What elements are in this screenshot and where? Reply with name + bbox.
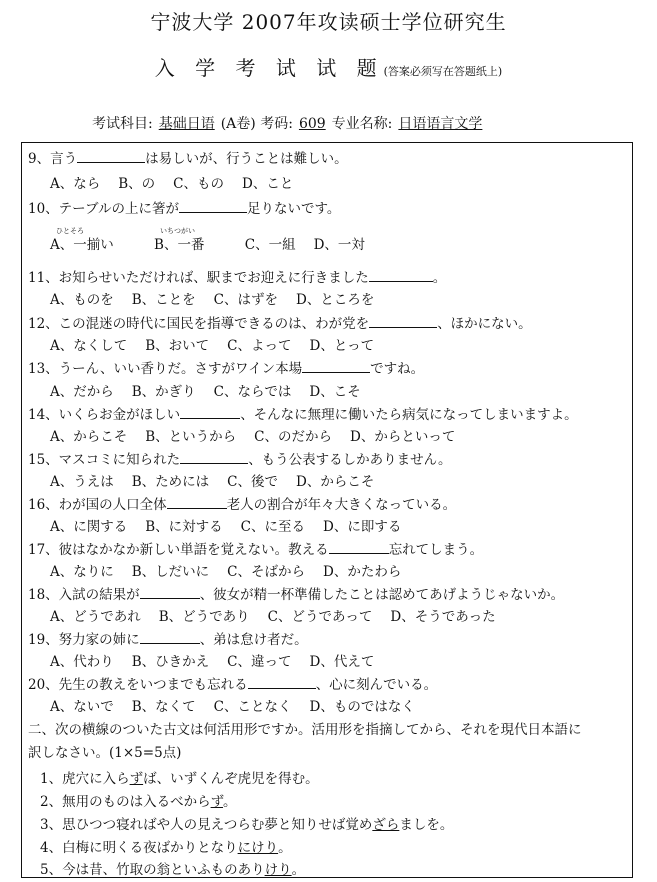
classical-item-3: 3、思ひつつ寝ればや人の見えつらむ夢と知りせば覚めざらましを。 <box>40 817 454 833</box>
question-20: 20、先生の教えをいつまでも忘れる 、心に刻んでいる。 <box>28 677 438 693</box>
section-2-instruction-1: 二、次の横線のついた古文は何活用形ですか。活用形を指摘してから、それを現代日本語に <box>28 722 582 738</box>
question-12: 12、この混迷の時代に国民を指導できるのは、わが党を 、ほかにない。 <box>28 316 532 332</box>
classical-item-1: 1、虎穴に入らずば、いずくんぞ虎児を得む。 <box>40 771 319 787</box>
classical-item-5: 5、今は昔、竹取の翁といふものありけり。 <box>40 862 306 878</box>
subtitle-text: 入 学 考 试 试 题 <box>154 56 384 80</box>
question-14: 14、いくらお金がほしい 、そんなに無理に働いたら病気になってしまいますよ。 <box>28 407 578 423</box>
exam-title: 宁波大学 2007年攻读硕士学位研究生 <box>150 10 507 34</box>
question-10-options: ひとそろ A、一揃い いちつがい B、一番 C、一組 D、一対 <box>50 227 365 253</box>
code-value: 609 <box>298 116 326 132</box>
question-18-options: A、どうであれ B、どうであり C、どうであって D、そうであった <box>50 609 496 625</box>
subtitle-note: (答案必须写在答题纸上) <box>383 65 503 78</box>
paper-label: (A卷) <box>220 116 256 132</box>
question-11: 11、お知らせいただければ、駅までお迎えに行きました 。 <box>28 270 447 286</box>
question-16-options: A、に関する B、に対する C、に至る D、に即する <box>50 519 402 535</box>
question-13: 13、うーん、いい香りだ。さすがワイン本場 ですね。 <box>28 361 425 377</box>
subject-label: 考试科目: <box>92 116 153 132</box>
subject-value: 基础日语 <box>158 116 215 132</box>
question-16: 16、わが国の人口全体 老人の割合が年々大きくなっている。 <box>28 497 457 513</box>
major-label: 专业名称: <box>331 116 393 132</box>
question-12-options: A、なくして B、おいて C、よって D、とって <box>50 338 375 354</box>
question-17: 17、彼はなかなか新しい単語を覚えない。教える 忘れてしまう。 <box>28 542 484 558</box>
question-18: 18、入試の結果が 、彼女が精一杯準備したことは認めてあげようじゃないか。 <box>28 587 565 603</box>
major-value: 日语语言文学 <box>398 116 483 132</box>
question-9: 9、言う は易しいが、行うことは難しい。 <box>28 151 348 167</box>
exam-subtitle <box>0 52 657 81</box>
ruby-b: いちつがい <box>160 227 195 235</box>
question-10: 10、テーブルの上に箸が 足りないです。 <box>28 201 341 217</box>
question-14-options: A、からこそ B、というから C、のだから D、からといって <box>50 429 456 445</box>
section-2-instruction-2: 訳しなさい。(1×5=5点) <box>28 745 182 761</box>
question-11-options: A、ものを B、ことを C、はずを D、ところを <box>50 292 375 308</box>
classical-item-2: 2、無用のものは入るべからず。 <box>40 794 237 810</box>
question-17-options: A、なりに B、しだいに C、そばから D、かたわら <box>50 564 402 580</box>
question-15-options: A、うえは B、ためには C、後で D、からこそ <box>50 474 375 490</box>
question-13-options: A、だから B、かぎり C、ならでは D、こそ <box>50 384 361 400</box>
question-19: 19、努力家の姉に 、弟は怠け者だ。 <box>28 632 308 648</box>
question-9-options: A、なら B、の C、もの D、こと <box>50 176 294 192</box>
question-20-options: A、ないで B、なくて C、ことなく D、ものではなく <box>50 699 415 715</box>
exam-meta <box>92 113 488 133</box>
code-label: 考码: <box>260 116 293 132</box>
ruby-a: ひとそろ <box>56 227 84 235</box>
question-15: 15、マスコミに知られた 、もう公表するしかありません。 <box>28 452 452 468</box>
classical-item-4: 4、白梅に明くる夜ばかりとなりにけり。 <box>40 840 292 856</box>
question-19-options: A、代わり B、ひきかえ C、違って D、代えて <box>50 654 375 670</box>
